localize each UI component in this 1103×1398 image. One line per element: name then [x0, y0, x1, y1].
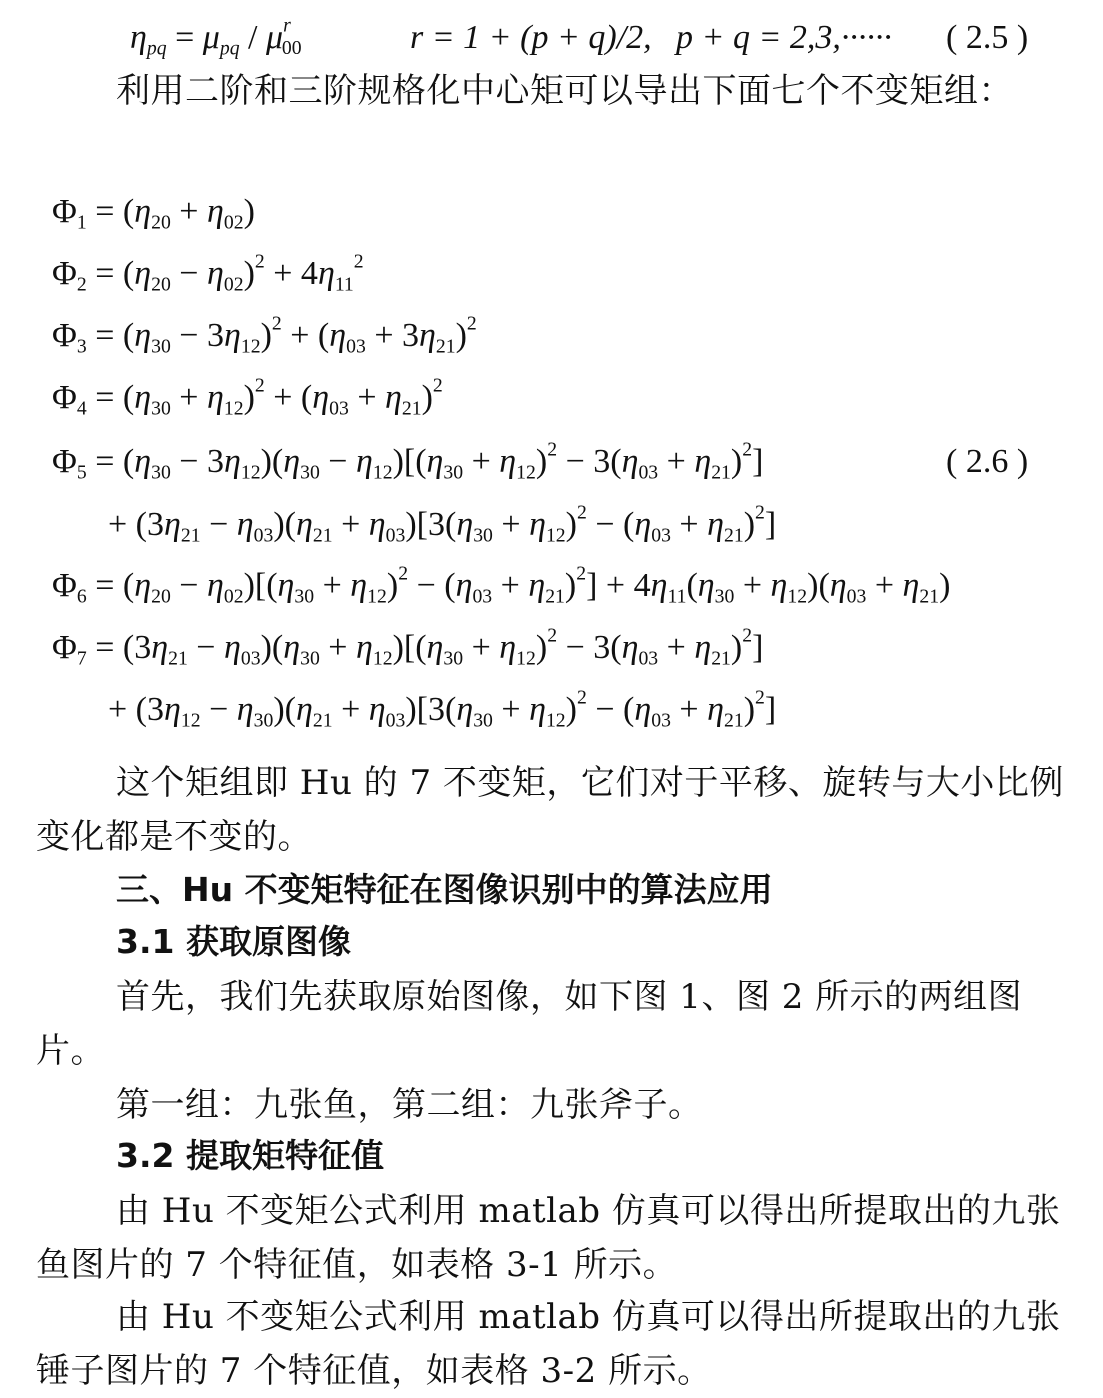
paragraph-hu-invariants: 这个矩组即 Hu 的 7 不变矩，它们对于平移、旋转与大小比例变化都是不变的。 — [36, 763, 1064, 857]
equation-2-6-number: ( 2.6 ) — [946, 443, 1029, 480]
paragraph-3-1-a: 首先，我们先获取原始图像，如下图 1、图 2 所示的两组图片。 — [36, 977, 1023, 1071]
paragraph-3-1-b: 第一组：九张鱼，第二组：九张斧子。 — [116, 1085, 703, 1125]
subsection-heading-3-2: 3.2 提取矩特征值 — [116, 1136, 384, 1175]
equation-phi-2: $\Phi_2 = (\eta_{20} - \eta_{02})^2 + 4\eta_{11}^2$ — [52, 250, 364, 296]
equation-2-5-condition-r: r = 1 + (p + q)/2, — [410, 19, 652, 56]
equation-2-5-condition-pq: p + q = 2,3,······ — [676, 19, 892, 56]
equation-phi-5-line-1: $\Phi_5 = (\eta_{30} - 3\eta_{12})(\eta_{30} - \eta_{12})[(\eta_{30} + \eta_{12})^2 - 3(\eta_{03} + \eta_{21})^2]$ — [52, 438, 764, 484]
equation-phi-5-line-2: + $(3\eta_{21} - \eta_{03})(\eta_{21} + \eta_{03})[3(\eta_{30} + \eta_{12})^2 - (\eta_{03} + \eta_{21})^2]$ — [108, 501, 777, 547]
paragraph-intro: 利用二阶和三阶规格化中心矩可以导出下面七个不变矩组： — [116, 71, 1013, 111]
equation-phi-7-line-2: + $(3\eta_{12} - \eta_{30})(\eta_{21} + \eta_{03})[3(\eta_{30} + \eta_{12})^2 - (\eta_{03} + \eta_{21})^2]$ — [108, 686, 777, 732]
equation-phi-4: $\Phi_4 = (\eta_{30} + \eta_{12})^2 + (\eta_{03} + \eta_{21})^2$ — [52, 374, 443, 420]
paragraph-3-2-a: 由 Hu 不变矩公式利用 matlab 仿真可以得出所提取出的九张鱼图片的 7 个特征值，如表格 3-1 所示。 — [36, 1191, 1061, 1285]
equation-phi-3: $\Phi_3 = (\eta_{30} - 3\eta_{12})^2 + (\eta_{03} + 3\eta_{21})^2$ — [52, 312, 477, 358]
equation-2-5: $\eta_{pq} = \mu_{pq} / \mu^r_{00}$ — [130, 14, 302, 60]
equation-phi-7-line-1: $\Phi_7 = (3\eta_{21} - \eta_{03})(\eta_{30} + \eta_{12})[(\eta_{30} + \eta_{12})^2 - 3(\eta_{03} + \eta_{21})^2]$ — [52, 624, 764, 670]
equation-2-5-number: ( 2.5 ) — [946, 19, 1029, 56]
subsection-heading-3-1: 3.1 获取原图像 — [116, 922, 351, 961]
paragraph-3-2-b: 由 Hu 不变矩公式利用 matlab 仿真可以得出所提取出的九张锤子图片的 7 个特征值，如表格 3-2 所示。 — [36, 1297, 1061, 1391]
section-heading-3: 三、Hu 不变矩特征在图像识别中的算法应用 — [116, 870, 773, 909]
equation-phi-6: $\Phi_6 = (\eta_{20} - \eta_{02})[(\eta_{30} + \eta_{12})^2 - (\eta_{03} + \eta_{21})^2] + 4\eta_{11}(\eta_{30} + \eta_{12})(\eta_{03} + \eta_{21})$ — [52, 562, 951, 608]
equation-phi-1: $\Phi_1 = (\eta_{20} + \eta_{02})$ — [52, 193, 255, 234]
